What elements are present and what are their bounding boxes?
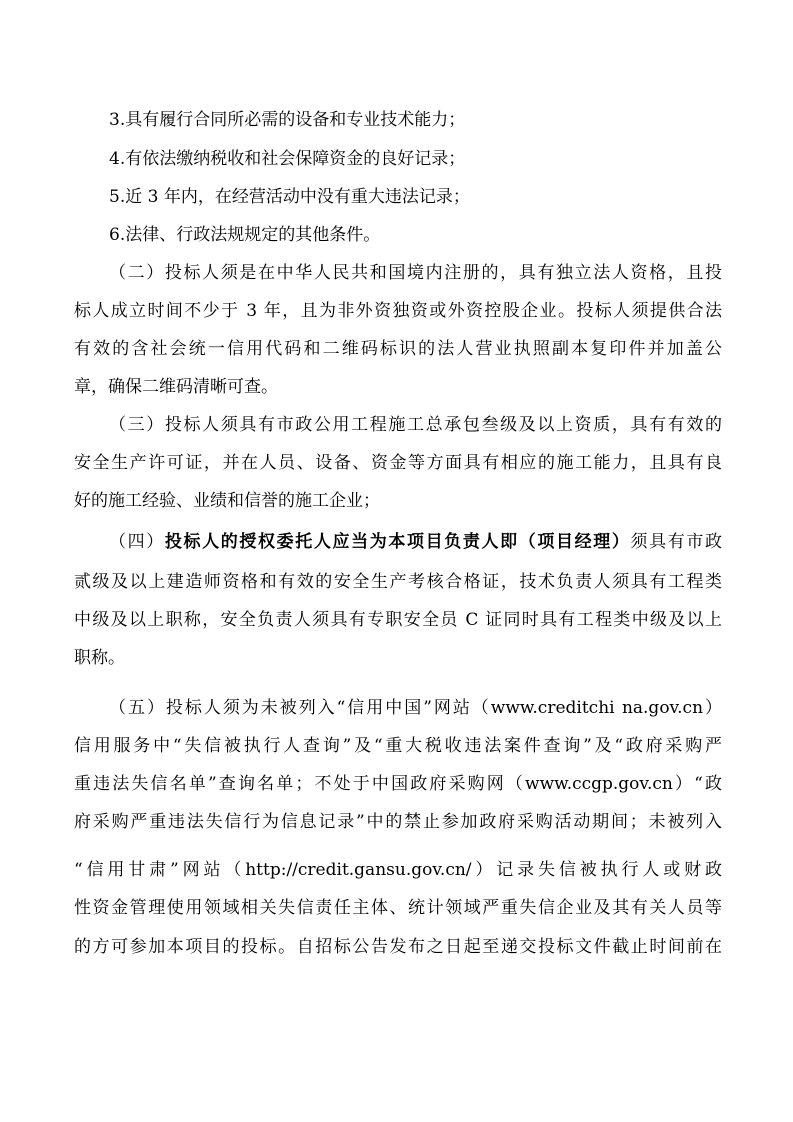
para3-line-2: 安全生产许可证，并在人员、设备、资金等方面具有相应的施工能力，且具有良 (74, 453, 722, 473)
list-item-5: 5.近 3 年内，在经营活动中没有重大违法记录； (109, 187, 470, 207)
para2-line-1: （二）投标人须是在中华人民共和国境内注册的，具有独立法人资格，且投 (109, 263, 722, 283)
para5-line-4: 府采购严重违法失信行为信息记录”中的禁止参加政府采购活动期间；未被列入 (74, 812, 722, 832)
list-item-3: 3.具有履行合同所必需的设备和专业技术能力； (109, 110, 466, 130)
list-item-6: 6.法律、行政法规规定的其他条件。 (109, 225, 381, 245)
para4-rest-first: 须具有市政 (630, 532, 722, 552)
para4-line-3: 中级及以上职称，安全负责人须具有专职安全员 C 证同时具有工程类中级及以上 (74, 610, 722, 630)
para5-line-2: 信用服务中“失信被执行人查询”及“重大税收违法案件查询”及“政府采购严 (74, 736, 722, 756)
para3-line-3: 好的施工经验、业绩和信誉的施工企业； (74, 491, 380, 511)
para5-line-1: （五）投标人须为未被列入“信用中国”网站（www.creditchi na.gov.cn） (109, 698, 722, 718)
para4-line-1 (0, 527, 722, 557)
para5-line-7: 的方可参加本项目的投标。自招标公告发布之日起至递交投标文件截止时间前在 (74, 937, 722, 957)
para4-line-2: 贰级及以上建造师资格和有效的安全生产考核合格证，技术负责人须具有工程类 (74, 572, 722, 592)
para5-line-6: 性资金管理使用领域相关失信责任主体、统计领域严重失信企业及其有关人员等 (74, 898, 722, 918)
para5-line-3: 重违法失信名单”查询名单；不处于中国政府采购网（www.ccgp.gov.cn）“政 (74, 774, 722, 794)
para4-bold-text: 投标人的授权委托人应当为本项目负责人即（项目经理） (164, 532, 631, 552)
para5-line-5: “信用甘肃”网站（http://credit.gansu.gov.cn/）记录失信被执行人或财政 (74, 860, 722, 880)
para2-line-3: 有效的含社会统一信用代码和二维码标识的法人营业执照副本复印件并加盖公 (74, 339, 722, 359)
para2-line-4: 章，确保二维码清晰可查。 (74, 377, 278, 397)
para3-line-1: （三）投标人须具有市政公用工程施工总承包叁级及以上资质，具有有效的 (109, 415, 722, 435)
para2-line-2: 标人成立时间不少于 3 年，且为非外资独资或外资控股企业。投标人须提供合法 (74, 301, 722, 321)
para4-line-4: 职称。 (74, 648, 125, 668)
para4-prefix: （四） (109, 532, 165, 552)
list-item-4: 4.有依法缴纳税收和社会保障资金的良好记录； (109, 149, 466, 169)
